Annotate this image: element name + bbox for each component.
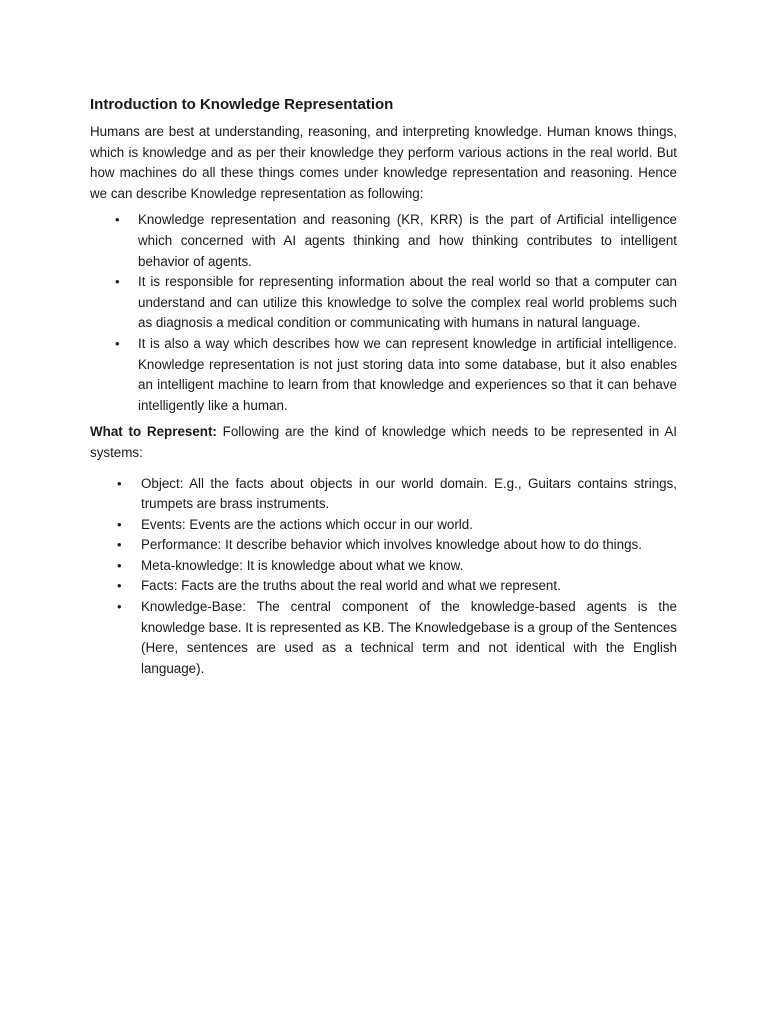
list-item <box>90 272 677 334</box>
bullet-icon: • <box>117 599 122 615</box>
bullet-icon: • <box>117 516 122 532</box>
what-to-represent-label: What to Represent: <box>90 424 217 440</box>
bullet-icon: • <box>115 212 120 228</box>
intro-paragraph: Humans are best at understanding, reasoning, and interpreting knowledge. Human knows things, which is knowledge and as per their knowledge they perform various actions in the real world. But how machines do all these things comes under knowledge representation and reasoning. Hence we can describe Knowledge representation as following: <box>90 124 677 201</box>
bullet-icon: • <box>115 335 120 351</box>
list-item-text: Knowledge-Base: The central component of the knowledge-based agents is the knowledge base. It is represented as KB. The Knowledgebase is a group of the Sentences (Here, sentences are used as a technical term and not identical with the English language). <box>141 599 677 676</box>
knowledge-types-list <box>90 474 677 680</box>
list-item <box>90 334 677 416</box>
bullet-icon: • <box>117 475 122 491</box>
bullet-icon: • <box>117 578 122 594</box>
list-item <box>90 474 677 515</box>
list-item <box>90 210 677 272</box>
list-item <box>90 576 677 597</box>
list-item-text: Object: All the facts about objects in our world domain. E.g., Guitars contains strings, trumpets are brass instruments. <box>141 475 677 512</box>
list-item-text: It is responsible for representing information about the real world so that a computer can understand and can utilize this knowledge to solve the complex real world problems such as diagnosis a medical condition or communicating with humans in natural language. <box>138 274 677 331</box>
list-item <box>90 597 677 679</box>
what-to-represent-paragraph <box>90 422 677 463</box>
list-item-text: Meta-knowledge: It is knowledge about what we know. <box>141 557 464 573</box>
list-item-text: Facts: Facts are the truths about the real world and what we represent. <box>141 578 561 594</box>
document-title: Introduction to Knowledge Representation <box>90 96 394 113</box>
bullet-icon: • <box>117 557 122 573</box>
list-item <box>90 535 677 556</box>
list-item-text: Performance: It describe behavior which involves knowledge about how to do things. <box>141 537 642 553</box>
bullet-icon: • <box>117 537 122 553</box>
list-item <box>90 556 677 577</box>
what-to-represent-text: Following are the kind of knowledge which needs to be represented in AI systems: <box>90 424 677 460</box>
list-item <box>90 515 677 536</box>
list-item-text: It is also a way which describes how we can represent knowledge in artificial intelligence. Knowledge representation is not just storing data into some database, but it also enables an intelligent machine to learn from that knowledge and experiences so that it can behave intelligently like a human. <box>138 335 677 413</box>
list-item-text: Knowledge representation and reasoning (KR, KRR) is the part of Artificial intelligence which concerned with AI agents thinking and how thinking contributes to intelligent behavior of agents. <box>138 212 677 269</box>
document-page <box>90 94 677 685</box>
kr-bullet-list <box>90 210 677 416</box>
bullet-icon: • <box>115 274 120 290</box>
list-item-text: Events: Events are the actions which occur in our world. <box>141 516 473 532</box>
